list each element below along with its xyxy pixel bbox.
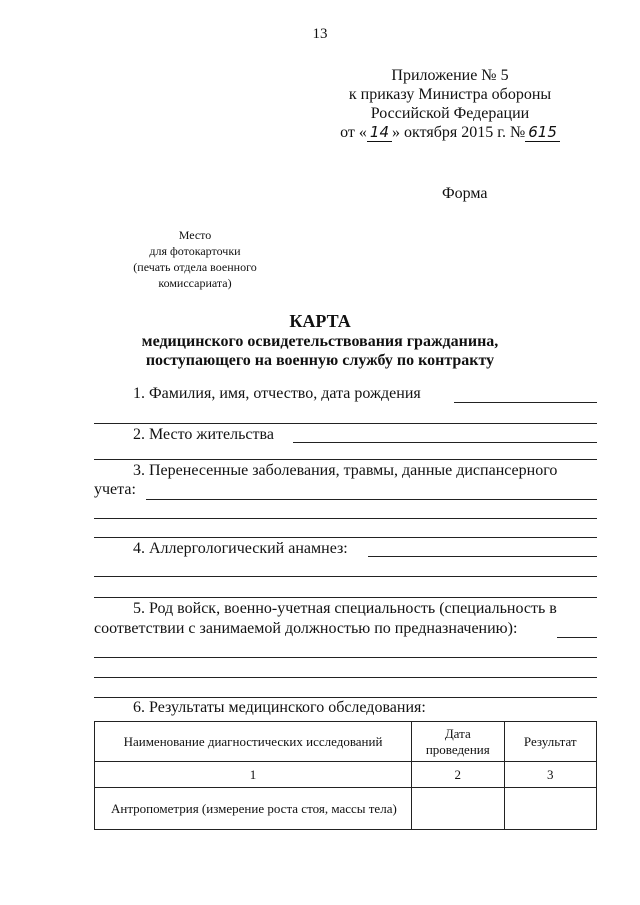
row-date-cell[interactable] <box>412 788 504 830</box>
column-number-2: 2 <box>412 762 504 788</box>
header-date: Дата проведения <box>412 722 504 762</box>
field-5-extra-line-2[interactable] <box>94 677 597 678</box>
table-row <box>95 788 597 830</box>
field-4-label: 4. Аллергологический анамнез: <box>133 540 348 557</box>
field-5-label-line-1: 5. Род войск, военно-учетная специальность (специальность в <box>133 600 557 617</box>
photo-line-2: для фотокарточки <box>149 244 241 258</box>
photo-placeholder <box>120 227 270 291</box>
photo-line-3: (печать отдела военного <box>133 260 257 274</box>
form-label: Форма <box>442 185 488 202</box>
appendix-line-1: Приложение № 5 <box>391 67 509 84</box>
field-5-extra-line-3[interactable] <box>94 697 597 698</box>
field-1-input-line[interactable] <box>454 402 597 403</box>
header-research-name: Наименование диагностических исследований <box>95 722 412 762</box>
field-5-extra-line-1[interactable] <box>94 657 597 658</box>
row-result-cell[interactable] <box>504 788 596 830</box>
column-number-3: 3 <box>504 762 596 788</box>
page-number: 13 <box>312 26 328 42</box>
appendix-header <box>300 66 600 142</box>
field-2-label: 2. Место жительства <box>133 426 274 443</box>
field-3-label-line-1: 3. Перенесенные заболевания, травмы, данные диспансерного <box>133 462 558 479</box>
field-3-extra-line-1[interactable] <box>94 518 597 519</box>
row-research-name: Антропометрия (измерение роста стоя, массы тела) <box>95 788 412 830</box>
field-4-extra-line-2[interactable] <box>94 597 597 598</box>
photo-line-4: комиссариата) <box>158 276 232 290</box>
field-6-label: 6. Результаты медицинского обследования: <box>133 699 426 716</box>
handwritten-day: 14 <box>367 123 392 142</box>
appendix-line-3: Российской Федерации <box>370 105 530 122</box>
field-4-extra-line-1[interactable] <box>94 576 597 577</box>
field-3-extra-line-2[interactable] <box>94 537 597 538</box>
field-5-input-line[interactable] <box>557 637 597 638</box>
photo-line-1: Место <box>178 228 212 242</box>
document-subtitle-2: поступающего на военную службу по контракту <box>145 352 495 369</box>
document-subtitle-1: медицинского освидетельствования гражданина, <box>141 333 499 350</box>
header-result: Результат <box>504 722 596 762</box>
field-1-label: 1. Фамилия, имя, отчество, дата рождения <box>133 385 421 402</box>
date-prefix: от « <box>340 124 367 141</box>
field-3-label-line-2: учета: <box>94 481 136 498</box>
field-3-input-line[interactable] <box>146 499 597 500</box>
column-number-1: 1 <box>95 762 412 788</box>
results-table <box>94 721 597 830</box>
handwritten-number: 615 <box>525 123 560 142</box>
field-5-label-line-2: соответствии с занимаемой должностью по предназначению): <box>94 620 518 637</box>
field-2-input-line[interactable] <box>293 442 597 443</box>
date-middle: » октября 2015 г. № <box>392 124 526 141</box>
table-number-row <box>95 762 597 788</box>
table-header-row <box>95 722 597 762</box>
field-4-input-line[interactable] <box>368 556 597 557</box>
document-title: КАРТА <box>289 311 351 331</box>
field-1-extra-line[interactable] <box>94 423 597 424</box>
appendix-line-2: к приказу Министра обороны <box>348 86 552 103</box>
field-2-extra-line[interactable] <box>94 459 597 460</box>
appendix-date-line <box>300 123 600 142</box>
